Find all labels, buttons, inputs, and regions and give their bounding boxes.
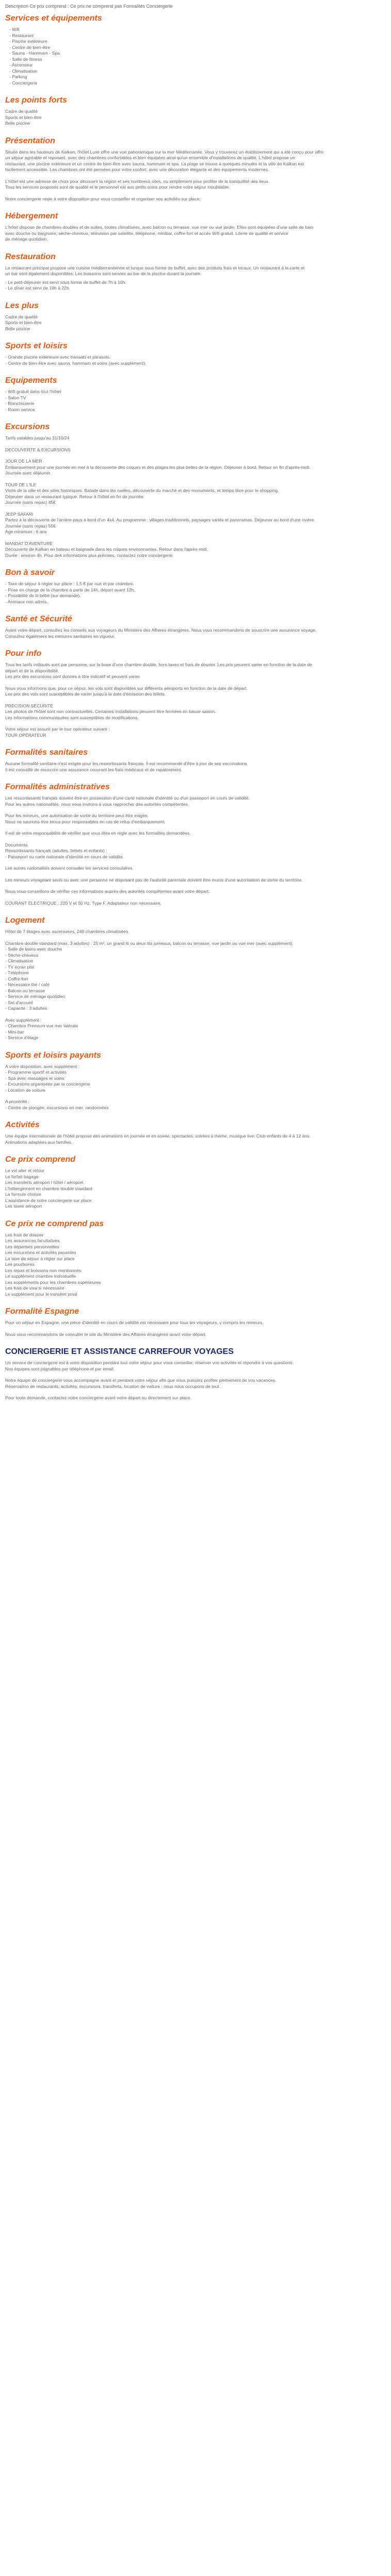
formalite-line: Pour un séjour en Espagne, une pièce d'identité en cours de validité est nécessaire pour tous les voyageurs, y compris les mineurs. (5, 1320, 264, 1325)
hebergement-line: avec douche ou baignoire, sèche-cheveux, télévision par satellite, téléphone, minibar, coffre-fort et accès Wifi gratuit. Literie de qualité et service (5, 230, 288, 236)
info-title: Pour info (5, 649, 42, 658)
plus-title: Les plus (5, 301, 39, 310)
fuseau-line: - Capacité : 3 adultes (5, 1006, 47, 1011)
formalite-line: Nous vous recommandons de consulter le site du Ministère des Affaires étrangères avant votre départ. (5, 1331, 207, 1337)
equip-line: - Room service (5, 406, 35, 412)
sanitaire-title: Formalités sanitaires (5, 748, 88, 757)
fuseau-line: - Service d'étage (5, 1035, 39, 1040)
fuseau-line: - Chambre Premium vue mer latérale (5, 1023, 78, 1028)
sports-line: - Centre de bien-être avec sauna, hammam et soins (avec supplément). (5, 360, 146, 366)
bienvenue-line: - Prise en charge de la chambre à partir de 14h, départ avant 12h. (5, 587, 135, 592)
precision-line: Les photos de l'hôtel sont non contractuelles. Certaines installations peuvent être fermées en basse saison. (5, 709, 216, 714)
info-line: Tous les tarifs indiqués sont par personne, sur la base d'une chambre double, hors taxes et frais de dossier. Les prix peuvent varier en fonction de la date de (5, 662, 312, 667)
concierge-line: Nos équipes sont joignables par téléphone et par email. (5, 1366, 115, 1371)
doc-line: Les mineurs voyageant seuls ou avec une personne ne disposant pas de l'autorité parentale doivent être munis d'une autorisation de sortie du territoire. (5, 877, 303, 883)
loisirs-line: - Location de voiture (5, 1087, 45, 1093)
fuseau-title: Logement (5, 916, 45, 925)
jour-title: JOUR DE LA MER (5, 459, 42, 464)
equip-line: - Wifi gratuit dans tout l'hôtel (5, 389, 61, 394)
sanitaire-line: Aucune formalité sanitaire n'est exigée pour les ressortissants français. Il est recommandé d'être à jour de ses vaccinations. (5, 761, 248, 766)
doc-line: - Passeport ou carte nationale d'identité en cours de validité. (5, 854, 124, 859)
services-item: - Piscine extérieure (9, 39, 386, 45)
services-item: - Conciergerie (9, 80, 386, 87)
fuseau-line: - Nécessaire thé / café (5, 982, 50, 987)
jour-line: Embarquement pour une journée en mer à la découverte des criques et des plages les plus belles de la région. Déjeuner à bord. Retour en fin d'après-midi. (5, 464, 311, 470)
services-item: - Salle de fitness (9, 57, 386, 63)
concierge-title: CONCIERGERIE ET ASSISTANCE CARREFOUR VOYAGES (5, 1347, 234, 1356)
comprend-line: Les transferts aéroport / hôtel / aéroport (5, 1180, 84, 1185)
restauration-line: - Le petit-déjeuner est servi sous forme de buffet de 7h à 10h. (5, 279, 126, 285)
intro-text: Description Ce prix comprend : Ce prix ne comprend pas Formalités Conciergerie (5, 4, 173, 9)
comprend-pas-line: Les excursions et activités payantes (5, 1250, 76, 1255)
services-item: - Ascenseur (9, 62, 386, 69)
comprend-pas-title: Ce prix ne comprend pas (5, 1219, 104, 1228)
loisirs-line: A proximité : (5, 1099, 30, 1104)
comprend-pas-line: Les frais de dossier (5, 1232, 44, 1238)
comprend-pas-line: La taxe de séjour à régler sur place (5, 1256, 75, 1261)
points-item: Belle piscine (5, 121, 30, 126)
plus-item: Belle piscine (5, 326, 30, 331)
concierge-line: Notre équipe de conciergerie vous accompagne avant et pendant votre séjour afin que vous puissiez profiter pleinement de vos vacances. (5, 1378, 276, 1383)
comprend-line: Le vol aller et retour (5, 1168, 44, 1173)
plus-item: Cadre de qualité (5, 314, 38, 319)
comprend-pas-line: Les dépenses personnelles (5, 1244, 59, 1249)
sante-line: Consultez également les mesures sanitaires en vigueur. (5, 633, 116, 639)
info-line: départ et de la disponibilité. (5, 668, 59, 673)
concierge-line: Pour toute demande, contactez notre conciergerie avant votre départ ou directement sur place. (5, 1395, 192, 1400)
doc-line: Nous vous conseillons de vérifier ces informations auprès des autorités compétentes avant votre départ. (5, 889, 210, 894)
tour-line: Visite de la ville et des sites historiques. Balade dans les ruelles, découverte du marché et des monuments, et temps libre pour le shopping. (5, 488, 279, 493)
excursions-title: Excursions (5, 422, 50, 431)
fuseau-line: - Mini-bar (5, 1029, 24, 1035)
activites-line: Animations adaptées aux familles. (5, 1139, 73, 1145)
presentation-line: L'hôtel est une adresse de choix pour découvrir la région et ses nombreux sites, ou simplement pour profiter de la tranquillité des lieux. (5, 178, 270, 184)
bienvenue-line: - Animaux non admis. (5, 599, 48, 604)
fuseau-line: - Sèche-cheveux (5, 952, 39, 958)
presentation-line: restaurant, une piscine extérieure et un centre de bien-être avec sauna, hammam et spa. La plage se trouve à quelques minutes et la ville de Kalkan est (5, 161, 304, 166)
jeep-line: Age minimum : 6 ans (5, 529, 47, 534)
bienvenue-line: - Possibilité de lit bébé (sur demande). (5, 593, 81, 598)
loisirs-line: - Programme sportif et activités (5, 1070, 67, 1075)
fuseau-line: - Téléphone (5, 970, 29, 975)
sanitaire-line: Il est conseillé de souscrire une assurance couvrant les frais médicaux et de rapatriement. (5, 767, 182, 772)
fuseau-line: - Service de ménage quotidien (5, 994, 66, 999)
services-item: - Centre de bien-être (9, 45, 386, 51)
admin-line: Il est de votre responsabilité de vérifier que vous êtes en règle avec les formalités demandées. (5, 831, 191, 836)
concierge-line: Un service de conciergerie est à votre disposition pendant tout votre séjour pour vous conseiller, réserver vos activités et répondre à vos questions. (5, 1360, 294, 1365)
comprend-line: Le forfait bagage (5, 1174, 39, 1179)
services-item: - Climatisation (9, 69, 386, 75)
fuseau-line: - Balcon ou terrasse (5, 988, 45, 993)
hebergement-line: de ménage quotidien. (5, 236, 48, 242)
jour-line: Journée avec déjeuner. (5, 470, 52, 476)
fuseau-line: Hôtel de 7 étages avec ascenseurs, 240 chambres climatisées. (5, 929, 129, 934)
doc-title: Documents (5, 842, 28, 848)
equip-line: - Salon TV (5, 395, 26, 400)
info-line: Les prix des vols sont susceptibles de varier jusqu'à la date d'émission des billets. (5, 691, 166, 697)
mandat-title: MANDAT D'AVENTURE (5, 540, 53, 546)
bienvenue-line: - Taxe de séjour à régler sur place : 1,5 € par nuit et par chambre. (5, 581, 134, 586)
fuseau-line: - TV écran plat (5, 964, 35, 970)
restauration-title: Restauration (5, 252, 56, 261)
presentation-line: facilement accessible. Les chambres ont été pensées pour votre confort, avec une décoration élégante et des équipements modernes. (5, 167, 269, 172)
mandat-line: Découverte de Kalkan en bateau et baignade dans les criques environnantes. Retour dans l'après-midi. (5, 547, 208, 552)
restauration-line: Le restaurant principal propose une cuisine méditerranéenne et turque sous forme de buffet, avec des produits frais et locaux. Un restaurant à la carte et (5, 265, 305, 270)
mandat-line: Durée : environ 4h. Pour des informations plus précises, contactez notre conciergerie. (5, 552, 174, 558)
comprend-line: Les taxes aéroport (5, 1204, 42, 1209)
services-item: - Sauna - Hammam - Spa (9, 50, 386, 57)
fuseau-line: - Coffre-fort (5, 976, 28, 981)
equip-title: Equipements (5, 376, 57, 385)
sports-title: Sports et loisirs (5, 342, 68, 350)
points-title: Les points forts (5, 96, 68, 105)
presentation-line: Notre conciergerie reste à votre disposition pour vous conseiller et organiser vos activités sur place. (5, 196, 201, 201)
comprend-line: L'hébergement en chambre double standard (5, 1185, 92, 1191)
services-list (5, 27, 386, 86)
comprend-line: L'assistance de notre conciergerie sur place (5, 1197, 92, 1203)
loisirs-line: - Excursions organisées par la conciergerie (5, 1081, 90, 1087)
services-title: Services et équipements (5, 14, 102, 23)
info-line: Nous vous informons que, pour ce séjour, les vols sont disponibles sur différents aéroports en fonction de la date de départ. (5, 685, 248, 691)
services-item: - Parking (9, 74, 386, 80)
excursions-line: Tarifs valables jusqu'au 31/10/24 (5, 435, 70, 440)
comprend-pas-line: Les frais de visa si nécessaire (5, 1285, 64, 1291)
restauration-line: un bar sont également disponibles. Les boissons sont servies au bar de la piscine durant la journée. (5, 271, 202, 276)
info-line: Les prix des excursions sont donnés à titre indicatif et peuvent varier. (5, 674, 141, 679)
presentation-line: Tous les services proposés sont de qualité et le personnel est aux petits soins pour rendre votre séjour inoubliable. (5, 184, 230, 190)
jeep-line: Partez à la découverte de l'arrière-pays à bord d'un 4x4. Au programme : villages traditionnels, paysages variés et panoramas. Déjeuner au bord d'une rivière. (5, 517, 316, 522)
comprend-pas-line: Les repas et boissons non mentionnés (5, 1267, 82, 1273)
sante-title: Santé et Sécurité (5, 615, 72, 623)
jeep-title: JEEP SAFARI (5, 511, 34, 517)
fuseau-line: Chambre double standard (max. 3 adultes) : 25 m², un grand lit ou deux lits jumeaux, balcon ou terrasse, vue jardin ou vue mer (avec supplément). (5, 940, 294, 946)
tour-title: TOUR DE L'ILE (5, 482, 37, 487)
sports-line: - Grande piscine extérieure avec transats et parasols. (5, 354, 110, 360)
restauration-line: - Le dîner est servi de 19h à 22h. (5, 285, 71, 291)
tour-line: Déjeuner dans un restaurant typique. Retour à l'hôtel en fin de journée. (5, 494, 145, 499)
sante-line: Avant votre départ, consultez les conseils aux voyageurs du Ministère des Affaires étrangères. Nous vous recommandons de souscrire une assurance voyage. (5, 628, 317, 633)
comprend-title: Ce prix comprend (5, 1155, 76, 1164)
loisirs-title: Sports et loisirs payants (5, 1050, 101, 1060)
admin-line: Pour les mineurs, une autorisation de sortie du territoire peut être exigée. (5, 813, 149, 818)
points-item: Cadre de qualité (5, 109, 38, 114)
formalite-title: Formalité Espagne (5, 1307, 79, 1316)
decouverte-title: DECOUVERTE & EXCURSIONS (5, 447, 71, 452)
admin-line: Pour les autres nationalités, nous vous invitons à vous rapprocher des autorités compétentes. (5, 801, 189, 807)
services-item: - Wifi (9, 27, 386, 33)
activites-line: Une équipe internationale de l'hôtel propose des animations en journée et en soirée, spectacles, soirées à thème, musique live. Club enfants de 4 à 12 ans. (5, 1133, 311, 1139)
admin-line: Nous ne saurions être tenus pour responsables en cas de refus d'embarquement. (5, 819, 166, 824)
equip-line: - Blanchisserie (5, 401, 35, 406)
doc-line: Les autres nationalités doivent consulter les services consulaires. (5, 866, 134, 871)
fuseau-line: - Salle de bains avec douche (5, 946, 62, 952)
plus-item: Sports et bien-être (5, 320, 42, 325)
comprend-pas-line: Le supplément chambre individuelle (5, 1274, 76, 1279)
visa-line: Votre séjour est assuré par le tour opérateur suivant : (5, 726, 110, 732)
visa-name: TOUR OPÉRATEUR (5, 732, 46, 738)
loisirs-line: - Centre de plongée, excursions en mer, randonnées (5, 1105, 109, 1110)
presentation-line: Située dans les hauteurs de Kalkan, l'hôtel Luxe offre une vue panoramique sur la mer Méditerranée. Vous y trouverez un établissement qui a été conçu pour offrir (5, 149, 324, 155)
loisirs-line: - Spa avec massages et soins (5, 1075, 64, 1081)
concierge-line: Réservation de restaurants, activités, excursions, transferts, location de voiture : nous nous occupons de tout. (5, 1383, 221, 1389)
bienvenue-title: Bon à savoir (5, 568, 55, 577)
comprend-pas-line: Le supplément pour le transfert privé (5, 1291, 77, 1297)
comprend-pas-line: Les assurances facultatives (5, 1238, 60, 1243)
admin-title: Formalités administratives (5, 783, 110, 791)
doc-line: Ressortissants français (adultes, bébés et enfants) : (5, 848, 107, 853)
comprend-line: La formule choisie (5, 1192, 41, 1197)
fuseau-line: - Climatisation (5, 958, 34, 963)
jeep-line: Journée (sans repas) 55€ (5, 523, 56, 529)
points-item: Sports et bien-être (5, 114, 42, 120)
precision-line: Les informations communiquées sont susceptibles de modifications. (5, 715, 139, 720)
hebergement-title: Hébergement (5, 212, 58, 221)
hebergement-line: L'hôtel dispose de chambres doubles et de suites, toutes climatisées, avec balcon ou terrasse, vue mer ou vue jardin. Elles sont équipées d'une salle de bain (5, 225, 314, 230)
fuseau-line: Avec supplément : (5, 1017, 42, 1023)
fuseau-line: - Set d'accueil (5, 999, 33, 1005)
services-item: - Restaurant (9, 33, 386, 39)
admin-line: Les ressortissants français doivent être en possession d'une carte nationale d'identité ou d'un passeport en cours de validité. (5, 795, 250, 801)
courant-line: COURANT ÉLECTRIQUE : 220 V et 50 Hz. Type F. Adaptateur non nécessaire. (5, 900, 161, 906)
comprend-pas-line: Les pourboires (5, 1262, 35, 1267)
comprend-pas-line: Les suppléments pour les chambres supérieures (5, 1279, 101, 1285)
precision-title: PRÉCISION SÉCURITÉ (5, 703, 54, 708)
tour-line: Journée (sans repas) 45€ (5, 500, 56, 505)
activites-title: Activités (5, 1121, 40, 1129)
presentation-line: un séjour agréable et reposant, avec des chambres confortables et bien équipées ainsi qu'un ensemble d'installations de qualité. L'hôtel propose un (5, 155, 295, 160)
loisirs-line: A votre disposition, avec supplément : (5, 1063, 80, 1069)
presentation-title: Présentation (5, 136, 55, 145)
